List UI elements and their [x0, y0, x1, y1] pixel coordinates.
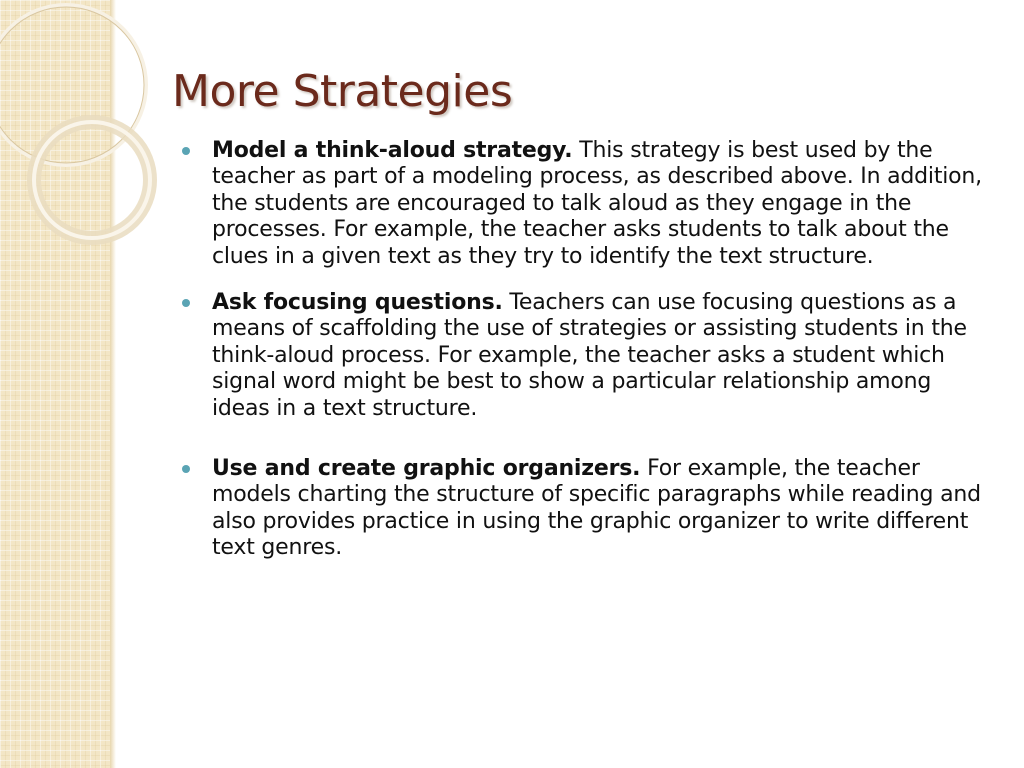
- bullet-text: This strategy is best used by the teacher as part of a modeling process, as described above. In addition, the students are encouraged to talk aloud as they engage in the processes. For example, the teacher asks students to talk about the clues in a given text as they try to identify the text structure.: [212, 138, 982, 269]
- bullet-dot-icon: [182, 147, 190, 155]
- bullet-text: Teachers can use focusing questions as a means of scaffolding the use of strategies or assisting students in the think-aloud process. For example, the teacher asks a student which signal word might be best to show a particular relationship among ideas in a text structure.: [212, 290, 967, 421]
- decorative-ring-large-shadow: [0, 7, 144, 163]
- bullet-item-focusing-questions: [182, 290, 982, 422]
- slide-title: More Strategies: [172, 66, 513, 117]
- decorative-ring-small-highlight: [34, 122, 150, 238]
- bullet-heading: Use and create graphic organizers.: [212, 456, 641, 482]
- bullet-list: [182, 138, 982, 562]
- bullet-heading: Ask focusing questions.: [212, 290, 503, 316]
- bullet-item-think-aloud: [182, 138, 982, 270]
- decorative-rings-graphic: [0, 0, 160, 260]
- bullet-text: For example, the teacher models charting the structure of specific paragraphs while reading and also provides practice in using the graphic organizer to write different text genres.: [212, 456, 981, 561]
- bullet-dot-icon: [182, 465, 190, 473]
- bullet-heading: Model a think-aloud strategy.: [212, 138, 573, 163]
- bullet-item-graphic-organizers: [182, 456, 982, 562]
- decorative-ring-large: [0, 5, 146, 165]
- bullet-dot-icon: [182, 299, 190, 307]
